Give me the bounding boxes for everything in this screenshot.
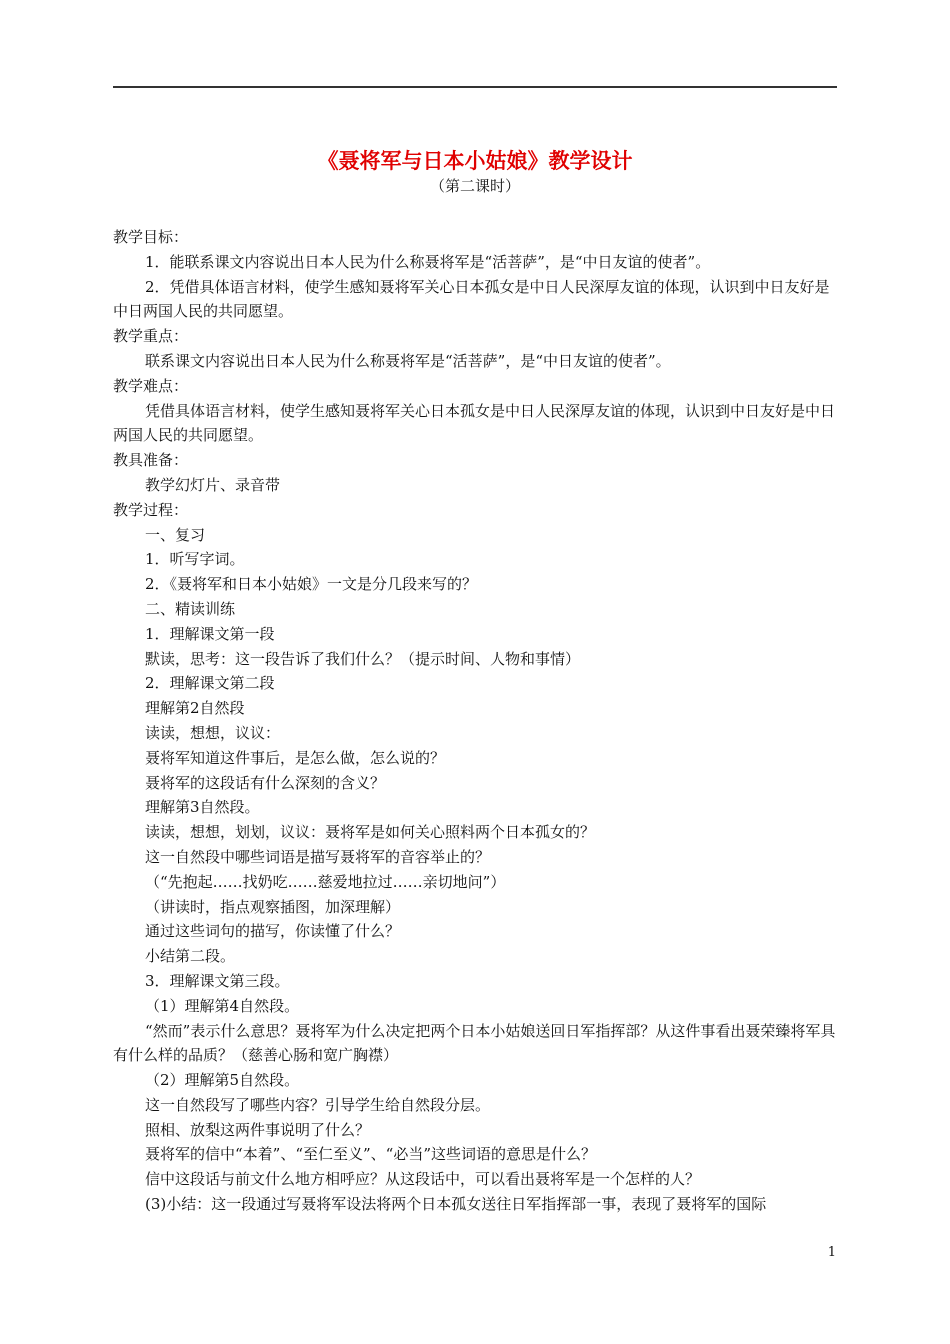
paragraph: 聂将军知道这件事后，是怎么做，怎么说的？ [145,748,446,767]
paragraph: 信中这段话与前文什么地方相呼应？从这段话中，可以看出聂将军是一个怎样的人？ [145,1170,701,1189]
paragraph: 3．理解课文第三段。 [145,971,290,990]
paragraph: “然而”表示什么意思？聂将军为什么决定把两个日本小姑娘送回日军指挥部？从这件事看出聂荣臻将军具有什么样的品质？（慈善心肠和宽广胸襟） [113,1021,836,1065]
paragraph: 2．《聂将军和日本小姑娘》一文是分几段来写的？ [145,575,478,594]
paragraph: 1．理解课文第一段 [145,624,275,643]
header-rule [113,86,837,88]
paragraph: （1）理解第4自然段。 [145,996,300,1015]
paragraph: 读读，想想，划划，议议：聂将军是如何关心照料两个日本孤女的？ [145,823,596,842]
section-heading: 教具准备： [113,451,189,470]
paragraph: 读读，想想，议议： [145,723,281,742]
paragraph: （“先抱起……找奶吃……慈爱地拉过……亲切地问”） [145,872,506,891]
paragraph: 聂将军的这段话有什么深刻的含义？ [145,773,386,792]
paragraph: 小结第二段。 [145,947,236,966]
section-heading: 教学过程： [113,500,189,519]
paragraph: 2．理解课文第二段 [145,674,275,693]
paragraph: 理解第2自然段 [145,699,245,718]
section-heading: 教学难点： [113,376,189,395]
paragraph: 这一自然段写了哪些内容？引导学生给自然段分层。 [145,1095,491,1114]
paragraph: 1．听写字词。 [145,550,245,569]
paragraph: 一、复习 [145,525,206,544]
paragraph: 凭借具体语言材料，使学生感知聂将军关心日本孤女是中日人民深厚友谊的体现，认识到中日友好是中日两国人民的共同愿望。 [113,401,836,445]
paragraph: 2．凭借具体语言材料，使学生感知聂将军关心日本孤女是中日人民深厚友谊的体现，认识到中日友好是中日两国人民的共同愿望。 [113,277,830,321]
section-heading: 教学目标： [113,228,189,246]
paragraph: 1．能联系课文内容说出日本人民为什么称聂将军是“活菩萨”，是“中日友谊的使者”。 [145,252,711,271]
paragraph: (3)小结：这一段通过写聂将军设法将两个日本孤女送往日军指挥部一事，表现了聂将军的国际 [145,1195,767,1214]
page-number: 1 [827,1245,836,1260]
paragraph: 教学幻灯片、录音带 [145,475,281,494]
paragraph: 聂将军的信中“本着”、“至仁至义”、“必当”这些词语的意思是什么？ [145,1145,597,1164]
section-heading: 教学重点： [113,327,189,346]
paragraph: 理解第3自然段。 [145,798,260,817]
paragraph: 二、精读训练 [145,599,236,618]
paragraph: （讲读时，指点观察插图，加深理解） [145,897,401,916]
document-title: 《聂将军与日本小姑娘》教学设计 [317,148,633,173]
paragraph: 联系课文内容说出日本人民为什么称聂将军是“活菩萨”，是“中日友谊的使者”。 [145,351,671,370]
paragraph: （2）理解第5自然段。 [145,1071,300,1090]
paragraph: 默读，思考：这一段告诉了我们什么？（提示时间、人物和事情） [145,649,581,668]
paragraph: 照相、放梨这两件事说明了什么？ [145,1120,371,1139]
document-subtitle: （第二课时） [429,177,520,195]
paragraph: 通过这些词句的描写，你读懂了什么？ [145,922,401,941]
document-body [113,225,837,1217]
paragraph: 这一自然段中哪些词语是描写聂将军的音容举止的？ [145,847,491,866]
